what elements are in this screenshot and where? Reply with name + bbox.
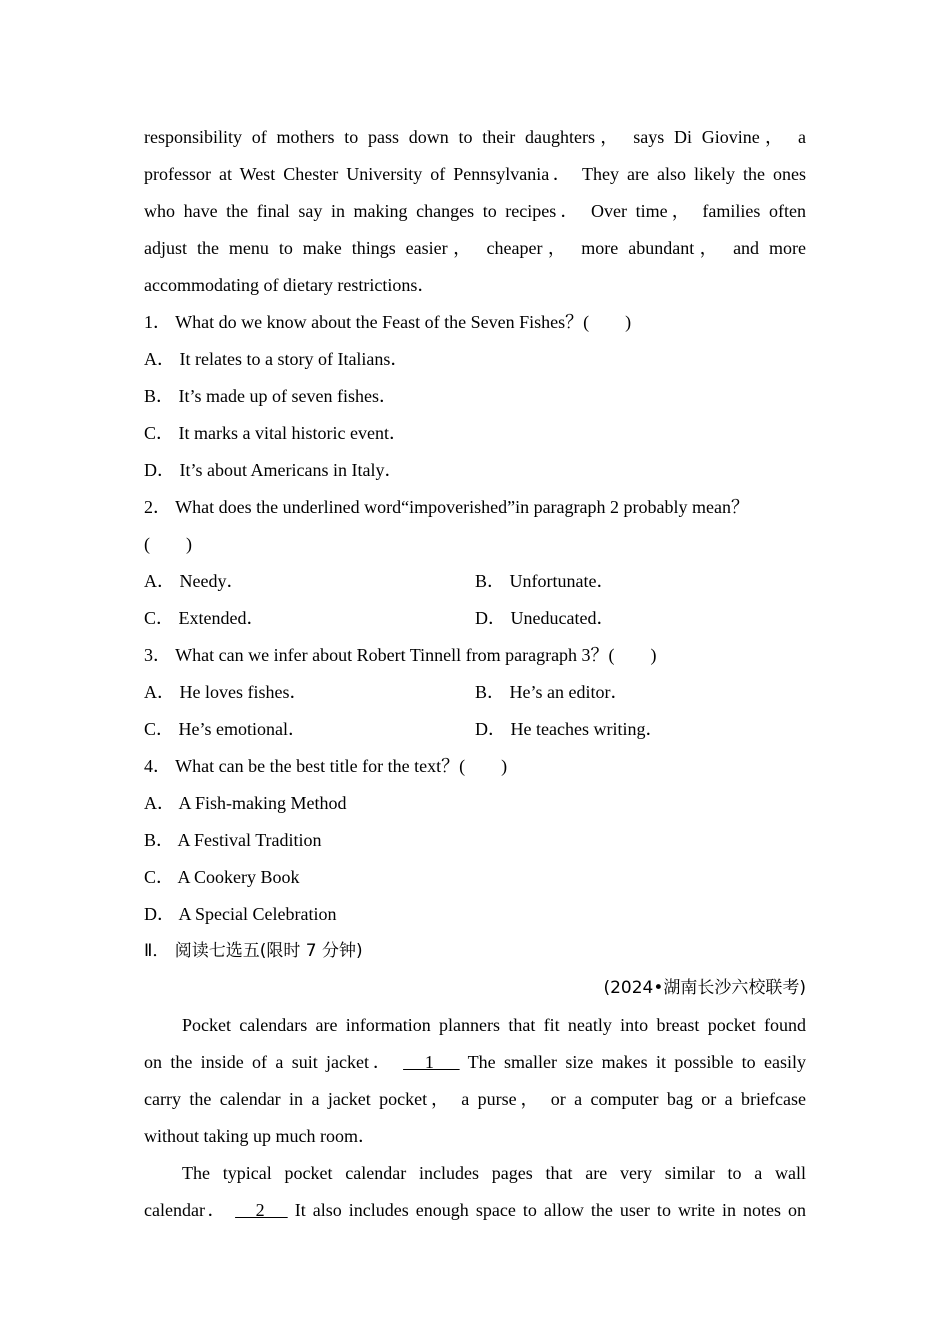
para-2-line-2-end: It also includes enough space to allow the user to write in notes on [294,1200,807,1220]
question-3-option-b: B． He’s an editor． [475,682,629,702]
question-2-options-row-2 [144,600,806,637]
question-3-option-c: C． He’s emotional． [144,719,306,739]
question-2-answer-bracket: ( ) [144,534,192,554]
question-1-stem: 1． What do we know about the Feast of the Seven Fishes？( ) [144,312,632,332]
passage-line-5: accommodating of dietary restrictions． [144,275,436,295]
question-1-option-b: B． It’s made up of seven fishes． [144,386,397,406]
question-1-option-d: D． It’s about Americans in Italy． [144,460,403,480]
question-2-option-c: C． Extended． [144,608,265,628]
question-3-options-row-2 [144,711,806,748]
question-2-option-b: B． Unfortunate． [475,571,615,591]
question-2-options-row-1 [144,563,806,600]
question-2-option-a: A． Needy． [144,571,245,591]
passage-line-1: responsibility of mothers to pass down to their daughters， says Di Giovine， a [144,127,806,147]
question-4-option-a: A． A Fish-making Method [144,793,347,813]
passage-line-2: professor at West Chester University of Pennsylvania． They are also likely the ones [144,164,806,184]
question-4-option-c: C． A Cookery Book [144,867,300,887]
question-4-stem: 4． What can be the best title for the text？( ) [144,756,508,776]
question-1-option-c: C． It marks a vital historic event． [144,423,407,443]
question-3-stem: 3． What can we infer about Robert Tinnell from paragraph 3？( ) [144,645,657,665]
para-2-line-2-start: calendar． [144,1200,229,1220]
section-2-heading: Ⅱ． 阅读七选五(限时 7 分钟) [144,941,363,961]
para-1-line-2 [144,1044,806,1081]
question-4-option-d: D． A Special Celebration [144,904,337,924]
question-3-option-a: A． He loves fishes． [144,682,308,702]
section-2-source: (2024•湖南长沙六校联考) [603,978,806,998]
para-2-line-2 [144,1192,806,1229]
question-2-option-d: D． Uneducated． [475,608,615,628]
question-3-options-row-1 [144,674,806,711]
para-2-line-1: The typical pocket calendar includes pages that are very similar to a wall [182,1163,806,1183]
question-3-option-d: D． He teaches writing． [475,719,664,739]
question-2-stem: 2． What does the underlined word“impoverished”in paragraph 2 probably mean？ [144,497,749,517]
passage-line-4: adjust the menu to make things easier， cheaper， more abundant， and more [144,238,806,258]
para-1-line-2-start: on the inside of a suit jacket． [144,1052,395,1072]
question-4-option-b: B． A Festival Tradition [144,830,322,850]
para-1-line-4: without taking up much room． [144,1126,376,1146]
blank-2: 2 [235,1200,288,1220]
blank-1: 1 [403,1052,460,1072]
para-1-line-1: Pocket calendars are information planners that fit neatly into breast pocket found [182,1015,806,1035]
para-1-line-3: carry the calendar in a jacket pocket， a purse， or a computer bag or a briefcase [144,1089,806,1109]
question-1-option-a: A． It relates to a story of Italians． [144,349,409,369]
document-content [144,119,806,1229]
passage-line-3: who have the final say in making changes to recipes． Over time， families often [144,201,806,221]
para-1-line-2-end: The smaller size makes it possible to easily [467,1052,807,1072]
